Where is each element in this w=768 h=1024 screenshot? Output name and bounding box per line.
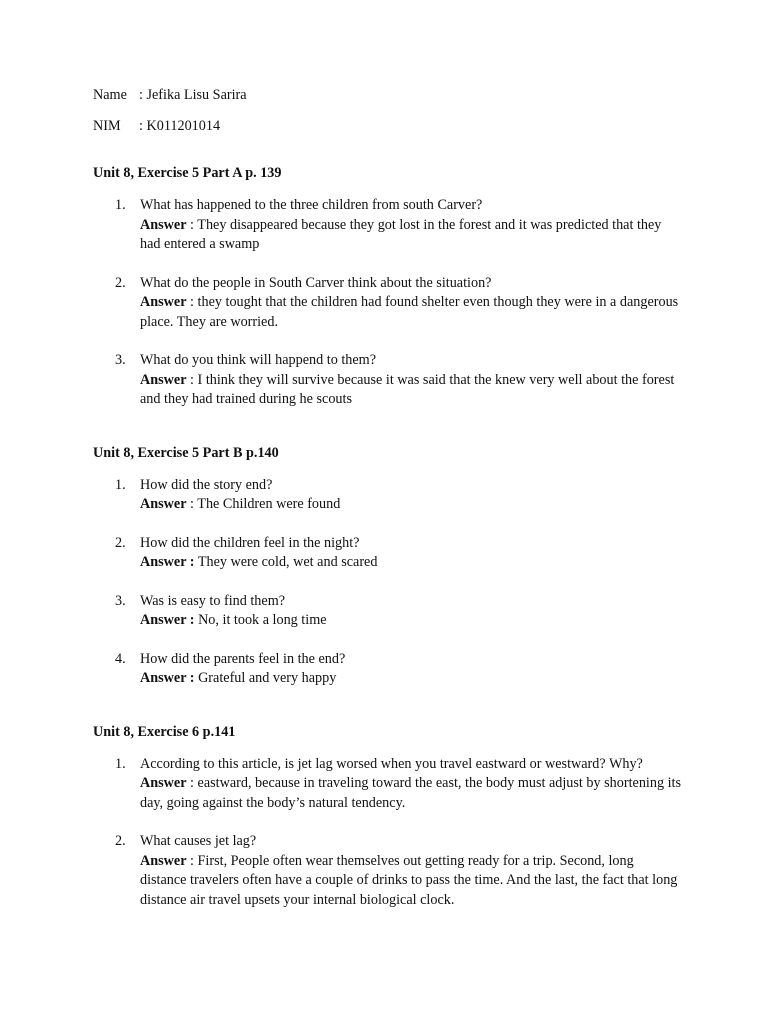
item-number: 3.	[115, 592, 126, 609]
answer-label: Answer	[140, 496, 187, 512]
nim-label: NIM	[93, 118, 121, 134]
answer-label: Answer :	[140, 554, 195, 570]
name-value: : Jefika Lisu Sarira	[139, 87, 247, 103]
question-text: According to this article, is jet lag worsed when you travel eastward or westward? Why?	[140, 755, 643, 772]
list-item	[93, 351, 683, 410]
answer-text: eastward, because in traveling toward the east, the body must adjust by shortening its day, going against the body’s natural tendency.	[140, 775, 681, 811]
item-number: 1.	[115, 476, 126, 493]
answer-line	[140, 611, 683, 631]
answer-line	[140, 553, 683, 573]
question-text: What causes jet lag?	[140, 833, 257, 849]
answer-line	[140, 371, 683, 410]
answer-label: Answer	[140, 371, 187, 388]
question-text: How did the story end?	[140, 476, 273, 493]
list-item	[93, 534, 683, 573]
item-number: 2.	[115, 534, 126, 551]
item-number: 2.	[115, 274, 126, 291]
answer-line	[140, 669, 683, 689]
list-item	[93, 274, 683, 333]
answer-separator: :	[186, 496, 198, 512]
section-heading: Unit 8, Exercise 6 p.141	[93, 723, 236, 740]
list-item	[93, 650, 683, 689]
question-text: What do the people in South Carver think about the situation?	[140, 274, 492, 291]
nim-row	[93, 117, 683, 137]
list-item	[93, 476, 683, 515]
name-label: Name	[93, 87, 127, 103]
answer-text: they tought that the children had found shelter even though they were in a dangerous place. They are worried.	[140, 294, 679, 330]
answer-label: Answer	[140, 294, 187, 310]
answer-separator: :	[186, 852, 198, 869]
answer-separator: :	[186, 216, 198, 233]
section-heading: Unit 8, Exercise 5 Part B p.140	[93, 444, 279, 461]
answer-text: They were cold, wet and scared	[197, 554, 378, 570]
answer-label: Answer :	[140, 612, 195, 628]
list-item	[93, 832, 683, 910]
answer-line	[140, 852, 683, 911]
question-list	[93, 755, 683, 911]
answer-separator: :	[186, 294, 198, 310]
question-text: How did the children feel in the night?	[140, 534, 360, 551]
answer-label: Answer	[140, 852, 187, 869]
question-text: How did the parents feel in the end?	[140, 650, 346, 667]
question-text: Was is easy to find them?	[140, 592, 286, 609]
answer-label: Answer	[140, 216, 187, 233]
question-list	[93, 476, 683, 689]
answer-label: Answer	[140, 775, 187, 791]
answer-separator: :	[186, 775, 198, 791]
question-list	[93, 196, 683, 410]
answer-label: Answer :	[140, 670, 195, 686]
nim-value: : K011201014	[139, 118, 221, 134]
answer-line	[140, 293, 683, 332]
item-number: 1.	[115, 755, 126, 772]
answer-text: Grateful and very happy	[198, 670, 337, 686]
list-item	[93, 196, 683, 255]
list-item	[93, 592, 683, 631]
list-item	[93, 755, 683, 814]
item-number: 3.	[115, 352, 126, 368]
item-number: 2.	[115, 833, 126, 849]
answer-line	[140, 495, 683, 515]
section-heading: Unit 8, Exercise 5 Part A p. 139	[93, 165, 282, 181]
answer-line	[140, 774, 683, 813]
name-row	[93, 86, 683, 106]
answer-text: The Children were found	[197, 496, 341, 512]
item-number: 4.	[115, 650, 126, 667]
item-number: 1.	[115, 197, 126, 213]
answer-separator: :	[186, 371, 198, 388]
document-page	[93, 86, 683, 929]
question-text: What do you think will happend to them?	[140, 352, 377, 368]
question-text: What has happened to the three children from south Carver?	[140, 197, 483, 213]
answer-text: First, People often wear themselves out getting ready for a trip. Second, long distance travelers often have a couple of drinks to pass the time. And the last, the fact that long distance air travel upsets your internal biological clock.	[140, 852, 678, 908]
answer-text: No, it took a long time	[198, 612, 327, 628]
answer-text: I think they will survive because it was said that the knew very well about the forest and they had trained during he scouts	[140, 371, 675, 407]
answer-line	[140, 216, 683, 255]
answer-text: They disappeared because they got lost in the forest and it was predicted that they had entered a swamp	[140, 216, 662, 252]
